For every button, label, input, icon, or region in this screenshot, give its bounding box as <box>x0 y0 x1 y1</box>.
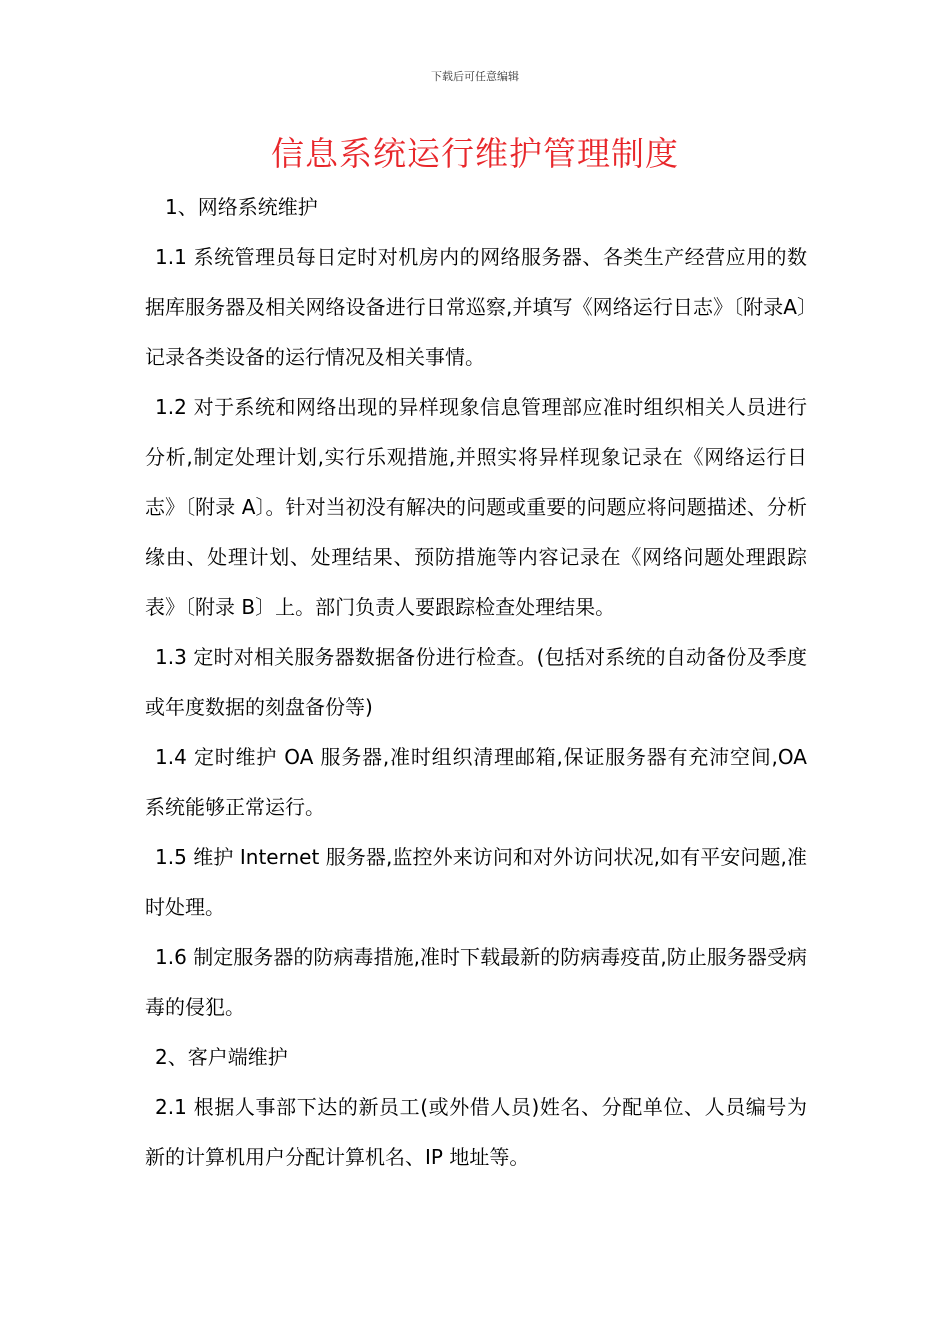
paragraph-1-3: 1.3 定时对相关服务器数据备份进行检查。(包括对系统的自动备份及季度或年度数据的刻盘备份等) <box>145 645 807 719</box>
header-note: 下载后可任意编辑 <box>431 70 519 83</box>
document-title: 信息系统运行维护管理制度 <box>271 134 679 173</box>
paragraph-2-1: 2.1 根据人事部下达的新员工(或外借人员)姓名、分配单位、人员编号为新的计算机用户分配计算机名、IP 地址等。 <box>145 1095 807 1169</box>
section-heading-network: 1、网络系统维护 <box>165 195 318 219</box>
section-heading-client: 2、客户端维护 <box>155 1045 288 1069</box>
paragraph-1-2: 1.2 对于系统和网络出现的异样现象信息管理部应准时组织相关人员进行分析,制定处理计划,实行乐观措施,并照实将异样现象记录在《网络运行日志》〔附录 A〕。针对当初没有解决的问题或重要的问题应将问题描述、分析缘由、处理计划、处理结果、预防措施等内容记录在《网络问题处理跟踪表》〔附录 B〕上。部门负责人要跟踪检查处理结果。 <box>145 395 807 619</box>
paragraph-1-1: 1.1 系统管理员每日定时对机房内的网络服务器、各类生产经营应用的数据库服务器及相关网络设备进行日常巡察,并填写《网络运行日志》〔附录A〕记录各类设备的运行情况及相关事情。 <box>145 245 807 369</box>
paragraph-1-5: 1.5 维护 Internet 服务器,监控外来访问和对外访问状况,如有平安问题,准时处理。 <box>145 845 807 919</box>
paragraph-1-4: 1.4 定时维护 OA 服务器,准时组织清理邮箱,保证服务器有充沛空间,OA 系统能够正常运行。 <box>145 745 807 819</box>
document-body <box>145 182 807 1182</box>
paragraph-1-6: 1.6 制定服务器的防病毒措施,准时下载最新的防病毒疫苗,防止服务器受病毒的侵犯。 <box>145 945 807 1019</box>
